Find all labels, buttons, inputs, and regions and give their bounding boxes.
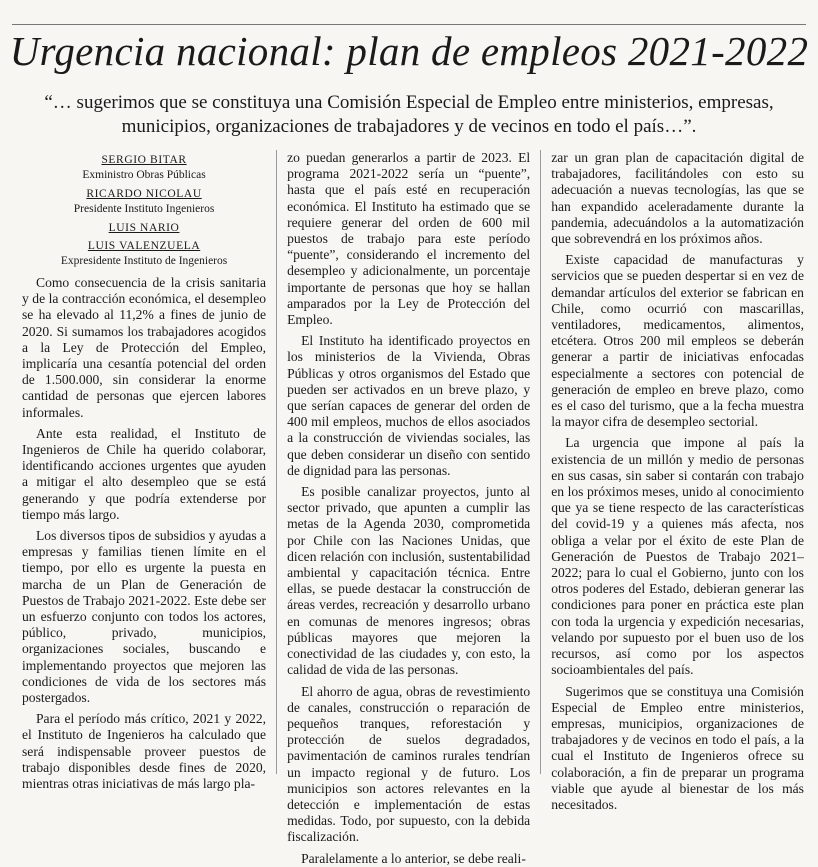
- top-rule: [12, 24, 806, 25]
- author-name: LUIS VALENZUELA: [87, 240, 201, 252]
- author-entry: [22, 221, 266, 236]
- author-entry: [22, 239, 266, 269]
- author-title: Presidente Instituto Ingenieros: [73, 203, 215, 215]
- author-entry: [22, 187, 266, 217]
- column-2: [276, 150, 540, 866]
- column-3: [540, 150, 804, 812]
- paragraph: La urgencia que impone al país la existencia de un millón y medio de personas en sus casas, sin saber si contarán con trabajo en los próximos meses, unido al conocimiento que ya se tiene respecto de las características del covid-19 y a quienes más afecta, nos obliga a velar por el éxito de este Plan de Generación de Puestos de Trabajo 2021–2022; para lo cual el Gobierno, junto con los otros poderes del Estado, debieran generar las condiciones para poner en práctica este plan con toda la urgencia y expedición necesarias, velando por supuesto por el buen uso de los recursos, así como por los aspectos socioambientales del país.: [551, 435, 804, 678]
- paragraph: Los diversos tipos de subsidios y ayudas a empresas y familias tienen límite en el tiempo, por ello es urgente la puesta en marcha de un Plan de Generación de Puestos de Trabajo 2021-2022. Este debe ser un esfuerzo conjunto con todos los actores, público, privado, municipios, organizaciones sociales, buscando e implementando proyectos que mejoren las condiciones de vida de los sectores más postergados.: [22, 528, 267, 706]
- paragraph: El ahorro de agua, obras de revestimiento de canales, construcción o reparación de pequeños tranques, reforestación y protección de suelos degradados, pavimentación de caminos rurales tendrían un impacto regional y de futuro. Los municipios son actores relevantes en la detección e implementación de estas medidas. Todo, por supuesto, con la debida fiscalización.: [287, 683, 531, 845]
- author-name: LUIS NARIO: [108, 222, 180, 234]
- pull-quote: “… sugerimos que se constituya una Comisión Especial de Empleo entre ministerios, empresas, municipios, organizaciones de trabajadores y de vecinos en todo el país…”.: [44, 92, 774, 137]
- author-entry: [22, 153, 266, 183]
- author-block: [22, 153, 266, 269]
- article-columns: [22, 150, 804, 866]
- paragraph: Sugerimos que se constituya una Comisión Especial de Empleo entre ministerios, empresas, municipios, organizaciones de trabajadores y de vecinos en todo el país, a la cual el Instituto de Ingenieros ofrece su colaboración, a fin de preparar un programa viable que ayude al bienestar de los más necesitados.: [551, 683, 804, 812]
- paragraph: El Instituto ha identificado proyectos en los ministerios de la Vivienda, Obras Públicas y otros organismos del Estado que pueden ser activados en un breve plazo, y que serían capaces de generar del orden de 400 mil empleos, muchos de ellos asociados a la construcción de viviendas sociales, las que deben considerar un diseño con sentido de dignidad para las personas.: [287, 333, 531, 478]
- paragraph: Como consecuencia de la crisis sanitaria y de la contracción económica, el desempleo se ha elevado al 11,2% a fines de junio de 2020. Si sumamos los trabajadores acogidos a la Ley de Protección del Empleo, implicaría una cesantía potencial del orden de 1.500.000, sin considerar la enorme cantidad de personas que ejercen labores informales.: [22, 275, 267, 420]
- paragraph: zo puedan generarlos a partir de 2023. El programa 2021-2022 sería un “puente”, hasta que el país esté en recuperación económica. El Instituto ha estimado que se requiere generar del orden de 600 mil puestos de trabajo para este período “puente”, considerando el incremento del desempleo y adicionalmente, un porcentaje importante de personas que hoy se hallan amparados por la Ley de Protección del Empleo.: [287, 150, 531, 328]
- column-1: [22, 150, 276, 792]
- author-name: SERGIO BITAR: [101, 154, 187, 166]
- author-title: Exministro Obras Públicas: [82, 169, 206, 181]
- paragraph: zar un gran plan de capacitación digital de trabajadores, facilitándoles con esto su adecuación a nuevas tecnologías, las que se han expandido aceleradamente durante la pandemia, adecuándolos a la automatización que sobrevendrá en los próximos años.: [551, 150, 804, 247]
- author-name: RICARDO NICOLAU: [86, 188, 202, 200]
- paragraph: Existe capacidad de manufacturas y servicios que se pueden despertar si en vez de demandar artículos del exterior se fabrican en Chile, como ocurrió con mascarillas, ventiladores, medicamentos, alimentos, etcétera. Otros 200 mil empleos se deberán generar a partir de iniciativas enfocadas especialmente a sectores con potencial de generación de empleo en breve plazo, como es el caso del turismo, que a la fecha muestra la mayor cifra de desempleo sectorial.: [551, 252, 804, 430]
- headline: Urgencia nacional: plan de empleos 2021-2022: [9, 28, 809, 74]
- paragraph: Ante esta realidad, el Instituto de Ingenieros de Chile ha querido colaborar, identificando acciones urgentes que ayuden a mitigar el alto desempleo que se está generando y que podría extenderse por tiempo más largo.: [22, 425, 267, 522]
- paragraph: Paralelamente a lo anterior, se debe reali-: [301, 850, 526, 866]
- paragraph: Para el período más crítico, 2021 y 2022, el Instituto de Ingenieros ha calculado que será indispensable proveer puestos de trabajo disponibles desde fines de 2020, mientras otras iniciativas de más largo pla-: [22, 711, 267, 792]
- author-title: Expresidente Instituto de Ingenieros: [60, 255, 228, 267]
- paragraph: Es posible canalizar proyectos, junto al sector privado, que apunten a cumplir las metas de la Agenda 2030, comprometida por Chile con las Naciones Unidas, que dicen relación con inclusión, sustentabilidad ambiental y capacitación técnica. Entre ellas, se puede destacar la construcción de áreas verdes, recreación y desarrollo urbano en comunas de menores ingresos; obras públicas mayores que mejoren la conectividad de las ciudades y, con esto, la calidad de vida de las personas.: [287, 484, 531, 678]
